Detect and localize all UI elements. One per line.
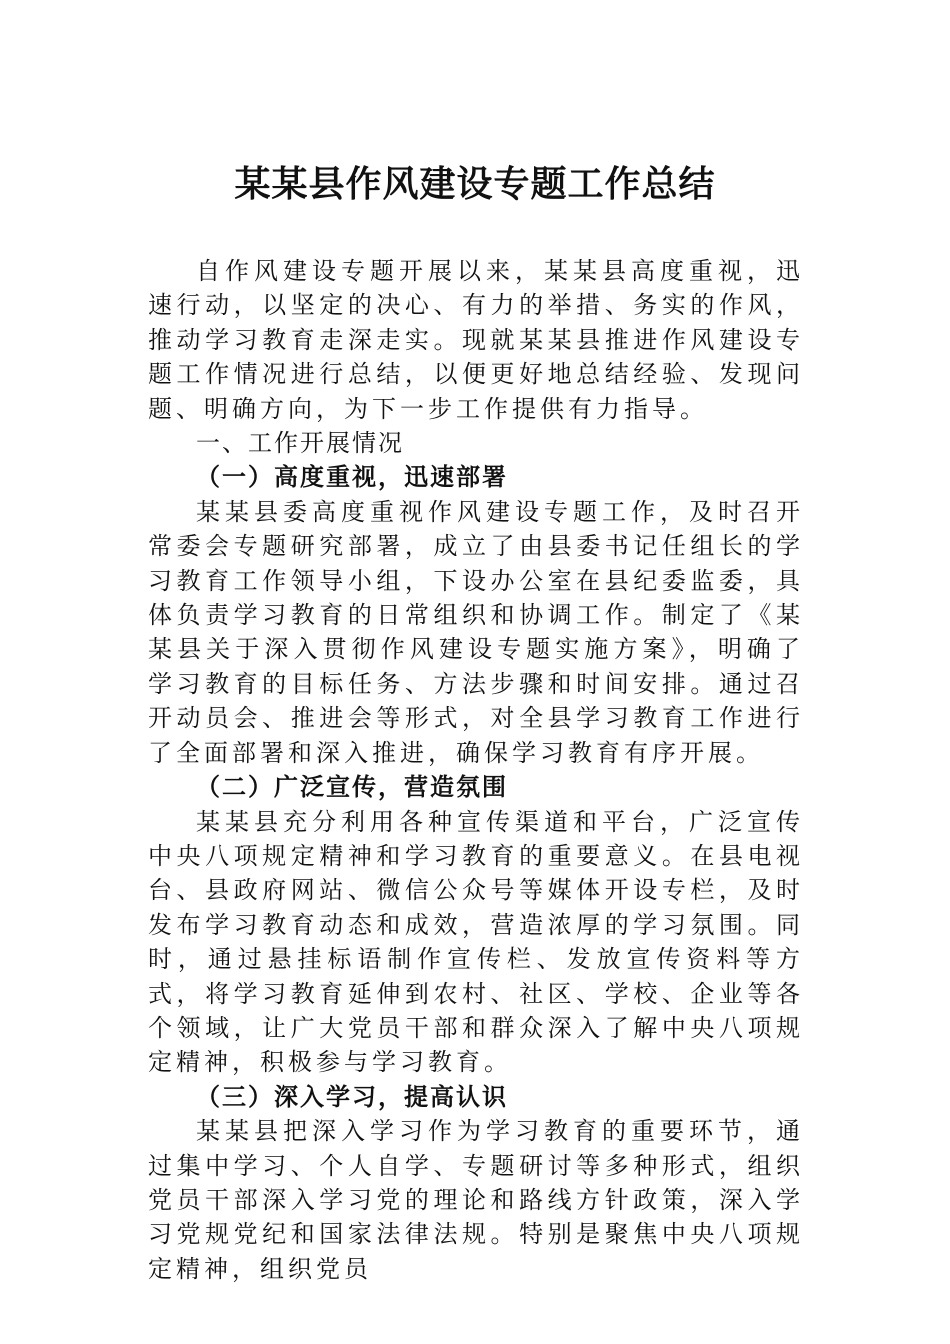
document-title: 某某县作风建设专题工作总结	[234, 163, 716, 205]
intro-paragraph: 自作风建设专题开展以来，某某县高度重视，迅速行动，以坚定的决心、有力的举措、务实的作风，推动学习教育走深走实。现就某某县推进作风建设专题工作情况进行总结，以便更好地总结经验、发现问题、明确方向，为下一步工作提供有力指导。	[148, 257, 804, 423]
subsection-3-paragraph: 某某县把深入学习作为学习教育的重要环节，通过集中学习、个人自学、专题研讨等多种形式，组织党员干部深入学习党的理论和路线方针政策，深入学习党规党纪和国家法律法规。特别是聚焦中央八项规定精神，组织党员	[148, 1117, 804, 1283]
document-body	[148, 254, 804, 1286]
section-heading-work-progress: 一、工作开展情况	[196, 429, 404, 458]
subsection-heading-1: （一）高度重视，迅速部署	[196, 462, 508, 492]
subsection-1-paragraph: 某某县委高度重视作风建设专题工作，及时召开常委会专题研究部署，成立了由县委书记任组长的学习教育工作领导小组，下设办公室在县纪委监委，具体负责学习教育的日常组织和协调工作。制定了《某某县关于深入贯彻作风建设专题实施方案》，明确了学习教育的目标任务、方法步骤和时间安排。通过召开动员会、推进会等形式，对全县学习教育工作进行了全面部署和深入推进，确保学习教育有序开展。	[148, 497, 804, 767]
subsection-heading-3: （三）深入学习，提高认识	[196, 1081, 508, 1111]
subsection-2-paragraph: 某某县充分利用各种宣传渠道和平台，广泛宣传中央八项规定精神和学习教育的重要意义。在县电视台、县政府网站、微信公众号等媒体开设专栏，及时发布学习教育动态和成效，营造浓厚的学习氛围。同时，通过悬挂标语制作宣传栏、发放宣传资料等方式，将学习教育延伸到农村、社区、学校、企业等各个领域，让广大党员干部和群众深入了解中央八项规定精神，积极参与学习教育。	[148, 807, 804, 1077]
subsection-heading-2: （二）广泛宣传，营造氛围	[196, 772, 508, 802]
